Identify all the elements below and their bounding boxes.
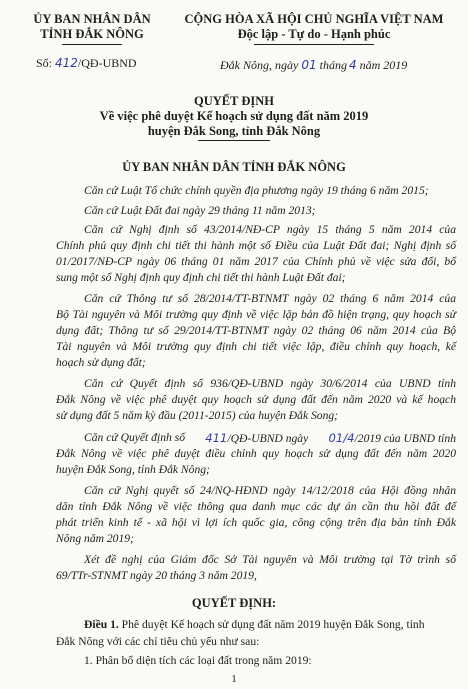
ground-5-line1: Căn cứ Quyết định số 936/QĐ-UBND ngày 30/6/2014 của UBND tỉnh [84,377,456,390]
place-date [220,58,407,73]
issuing-org-line1: ỦY BAN NHÂN DÂN [33,12,151,26]
ground-8-line2: 69/TTr-STNMT ngày 20 tháng 3 năm 2019, [56,569,257,582]
ground-5-line3: sử dụng đất 5 năm kỳ đầu (2011-2015) của huyện Đắk Song; [56,409,339,422]
ground-7-line2: dân tỉnh Đắk Nông về việc thông qua danh mục các dự án cần thu hồi đất để [56,500,456,513]
ground-6-post: /2019 của UBND tỉnh [354,432,456,445]
decision-subject-line2: huyện Đắk Song, tỉnh Đắk Nông [147,124,321,138]
ground-8-line1: Xét đề nghị của Giám đốc Sở Tài nguyên và Môi trường tại Tờ trình số [84,553,456,566]
doc-no-prefix: Số: [36,56,53,70]
decision-subject-line1: Về việc phê duyệt Kế hoạch sử dụng đất năm 2019 [99,109,369,123]
ground-3-line4: sung một số Nghị định quy định chi tiết thi hành Luật Đất đai; [56,271,346,284]
decide-heading: QUYẾT ĐỊNH: [191,596,277,610]
ground-7-line4: Nông năm 2019; [56,532,134,545]
ground-4-line5: hoạch sử dụng đất; [56,356,146,369]
authority-heading: ỦY BAN NHÂN DÂN TỈNH ĐẮK NÔNG [122,160,346,174]
doc-no-handwritten: 412 [55,56,78,70]
motto-underline [254,44,374,45]
ground-7-line1: Căn cứ Nghị quyết số 24/NQ-HĐND ngày 14/12/2018 của Hội đồng nhân [84,484,456,497]
document-number [36,56,137,71]
article-1-line1 [84,618,456,631]
issuing-org-line2: TỈNH ĐẮK NÔNG [40,27,144,41]
ground-7-line3: phát triển kinh tế - xã hội vì lợi ích quốc gia, công cộng trên địa bàn tỉnh Đắk [56,516,456,529]
year-text: năm 2019 [359,58,408,72]
article-1-label: Điều 1. [84,618,119,631]
page-number: 1 [231,673,237,685]
place-date-prefix: Đắk Nông, ngày [220,58,299,72]
ground-4-line2: Bộ Tài nguyên và Môi trường quy định về việc lập bản đồ hiện trạng, quy hoạch sử [56,308,456,321]
ground-6-pre: Căn cứ Quyết định số [84,431,185,444]
ground-2: Căn cứ Luật Đất đai ngày 29 tháng 11 năm 2013; [84,204,316,217]
ground-6-line2: Đắk Nông về việc phê duyệt điều chỉnh quy hoạch sử dụng đất đến năm 2020 [56,447,456,460]
ground-3-line1: Căn cứ Nghị định số 43/2014/NĐ-CP ngày 15 tháng 5 năm 2014 của [84,223,456,236]
article-1-item1: 1. Phân bổ diện tích các loại đất trong năm 2019: [84,654,312,667]
ground-6-handwritten-no: 411 [205,431,228,445]
ground-6-mid: /QĐ-UBND ngày [227,432,309,445]
title-underline [198,140,270,141]
article-1-line2: Đắk Nông với các chỉ tiêu chủ yếu như sau: [56,635,260,648]
ground-4-line3: dụng đất; Thông tư số 29/2014/TT-BTNMT ngày 02 tháng 06 năm 2014 của Bộ [56,324,456,337]
ground-6-line3: huyện Đắk Song, tỉnh Đắk Nông; [56,463,210,476]
ground-5-line2: Đắk Nông về việc phê duyệt quy hoạch sử dụng đất đến năm 2020 và kế hoạch [56,393,456,406]
doc-no-suffix: /QĐ-UBND [77,56,137,70]
month-handwritten: 4 [348,58,357,72]
day-handwritten: 01 [301,58,317,72]
national-title: CỘNG HÒA XÃ HỘI CHỦ NGHĨA VIỆT NAM [184,12,444,26]
ground-6-handwritten-date: 01/4 [328,431,355,445]
article-1-text: Phê duyệt Kế hoạch sử dụng đất năm 2019 huyện Đắk Song, tỉnh [118,618,425,631]
ground-3-line3: 01/2017/NĐ-CP ngày 06 tháng 01 năm 2017 của Chính phủ về việc sửa đổi, bổ [56,255,456,268]
ground-6-line1 [84,431,456,445]
ground-1: Căn cứ Luật Tổ chức chính quyền địa phương ngày 19 tháng 6 năm 2015; [84,184,429,197]
org-underline [62,44,122,45]
month-word: tháng [319,58,347,72]
ground-4-line4: Tài nguyên và Môi trường quy định chi tiết việc lập, điều chỉnh quy hoạch, kế [56,340,456,353]
decision-title: QUYẾT ĐỊNH [194,94,274,108]
national-motto: Độc lập - Tự do - Hạnh phúc [237,27,391,41]
ground-3-line2: Chính phủ quy định chi tiết thi hành một số Điều của Luật Đất đai; Nghị định số [56,239,456,252]
ground-4-line1: Căn cứ Thông tư số 28/2014/TT-BTNMT ngày 02 tháng 6 năm 2014 của [84,292,456,305]
